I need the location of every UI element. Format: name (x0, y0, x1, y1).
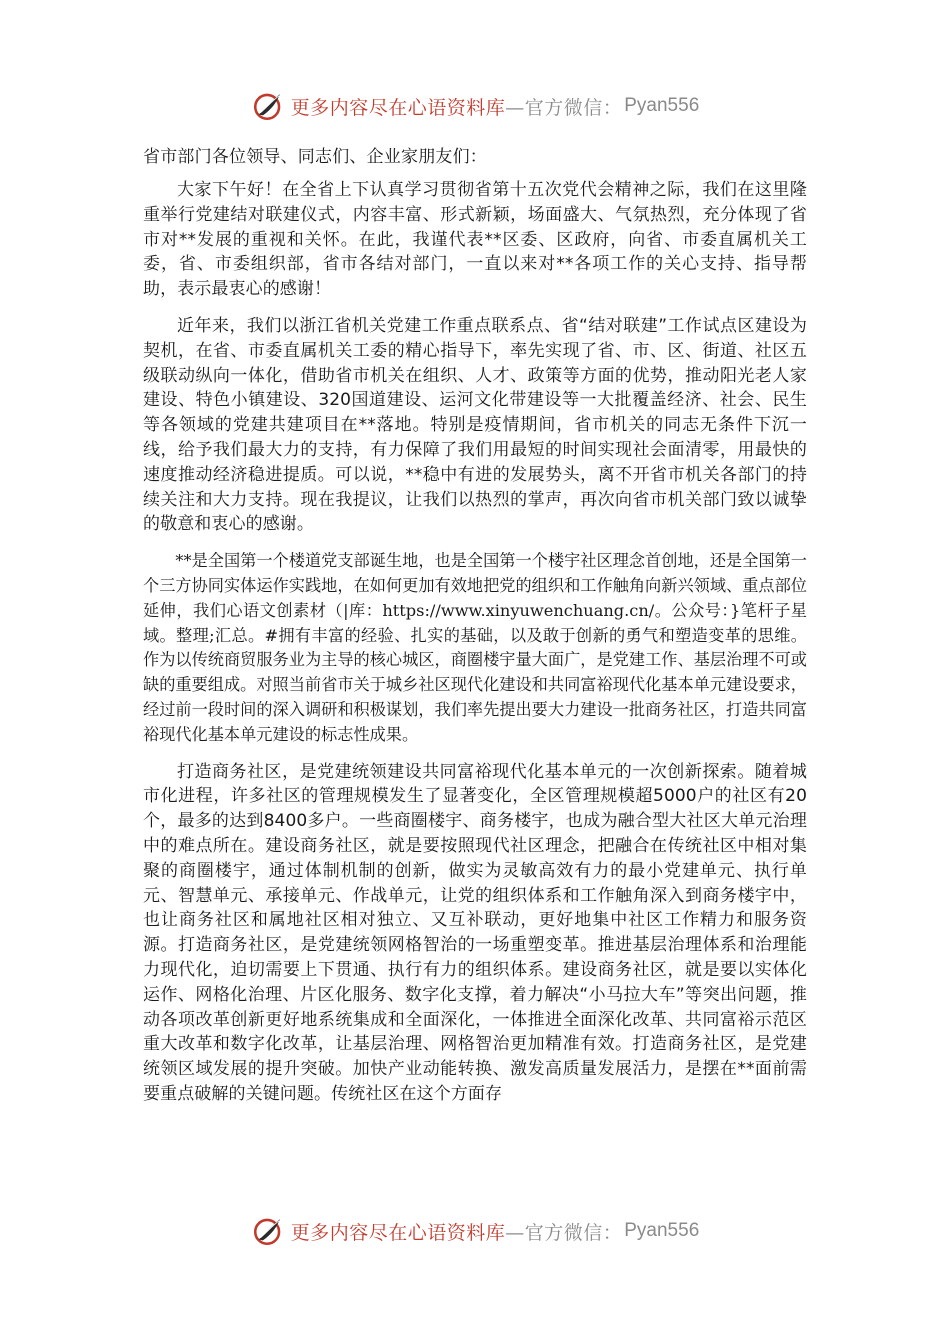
banner-dash-text: —官方微信： (505, 1221, 623, 1244)
banner-main-text: 更多内容尽在心语资料库 (290, 1221, 506, 1244)
paragraph-4: 打造商务社区，是党建统领建设共同富裕现代化基本单元的一次创新探索。随着城市化进程，许多社区的管理规模发生了显著变化，全区管理规模超5000户的社区有20个，最多的达到8400多户。一些商圈楼宇、商务楼宇，也成为融合型大社区大单元治理中的难点所在。建设商务社区，就是要按照现代社区理念，把融合在传统社区中相对集聚的商圈楼宇，通过体制机制的创新，做实为灵敏高效有力的最小党建单元、执行单元、智慧单元、承接单元、作战单元，让党的组织体系和工作触角深入到商务楼宇中，也让商务社区和属地社区相对独立、又互补联动，更好地集中社区工作精力和服务资源。打造商务社区，是党建统领网格智治的一场重塑变革。推进基层治理体系和治理能力现代化，迫切需要上下贯通、执行有力的组织体系。建设商务社区，就是要以实体化运作、网格化治理、片区化服务、数字化支撑，着力解决“小马拉大车”等突出问题，推动各项改革创新更好地系统集成和全面深化，一体推进全面深化改革、共同富裕示范区重大改革和数字化改革，让基层治理、网格智治更加精准有效。打造商务社区，是党建统领区域发展的提升突破。加快产业动能转换、激发高质量发展活力，是摆在**面前需要重点破解的关键问题。传统社区在这个方面存 (143, 761, 807, 1104)
paragraph-2: 近年来，我们以浙江省机关党建工作重点联系点、省“结对联建”工作试点区建设为契机，在省、市委直属机关工委的精心指导下，率先实现了省、市、区、街道、社区五级联动纵向一体化，借助省市机关在组织、人才、政策等方面的优势，推动阳光老人家建设、特色小镇建设、320国道建设、运河文化带建设等一大批覆盖经济、社会、民生等各领域的党建共建项目在**落地。特别是疫情期间，省市机关的同志无条件下沉一线，给予我们最大力的支持，有力保障了我们用最短的时间实现社会面清零，用最快的速度推动经济稳进提质。可以说，**稳中有进的发展势头，离不开省市机关各部门的持续关注和大力支持。现在我提议，让我们以热烈的掌声，再次向省市机关部门致以诚挚的敬意和衷心的感谢。 (143, 315, 807, 535)
banner-text (291, 1218, 623, 1245)
quill-swirl-logo-icon (251, 89, 285, 123)
footer-banner (0, 1211, 950, 1251)
header-banner (0, 86, 950, 126)
banner-wechat-id: Pyan556 (624, 1220, 700, 1241)
paragraph-3: **是全国第一个楼道党支部诞生地，也是全国第一个楼宇社区理念首创地，还是全国第一个三方协同实体运作实践地，在如何更加有效地把党的组织和工作触角向新兴领域、重点部位延伸，我们心语文创素材（|库：https://www.xinyuwenchuang.cn/。公众号：}笔杆子星域。整理;汇总。#拥有丰富的经验、扎实的基础，以及敢于创新的勇气和塑造变革的思维。作为以传统商贸服务业为主导的核心城区，商圈楼宇量大面广，是党建工作、基层治理不可或缺的重要组成。对照当前省市关于城乡社区现代化建设和共同富裕现代化基本单元建设要求，经过前一段时间的深入调研和积极谋划，我们率先提出要大力建设一批商务社区，打造共同富裕现代化基本单元建设的标志性成果。 (143, 551, 807, 744)
banner-wechat-id: Pyan556 (624, 95, 700, 116)
banner-main-text: 更多内容尽在心语资料库 (290, 96, 506, 119)
salutation: 省市部门各位领导、同志们、企业家朋友们： (143, 147, 487, 167)
document-body (143, 145, 807, 1119)
paragraph-1: 大家下午好！在全省上下认真学习贯彻省第十五次党代会精神之际，我们在这里隆重举行党建结对联建仪式，内容丰富、形式新颖，场面盛大、气氛热烈，充分体现了省市对**发展的重视和关怀。在此，我谨代表**区委、区政府，向省、市委直属机关工委，省、市委组织部，省市各结对部门，一直以来对**各项工作的关心支持、指导帮助，表示最衷心的感谢！ (143, 180, 807, 300)
quill-swirl-logo-icon (251, 1214, 285, 1248)
banner-text (291, 93, 623, 120)
banner-dash-text: —官方微信： (505, 96, 623, 119)
